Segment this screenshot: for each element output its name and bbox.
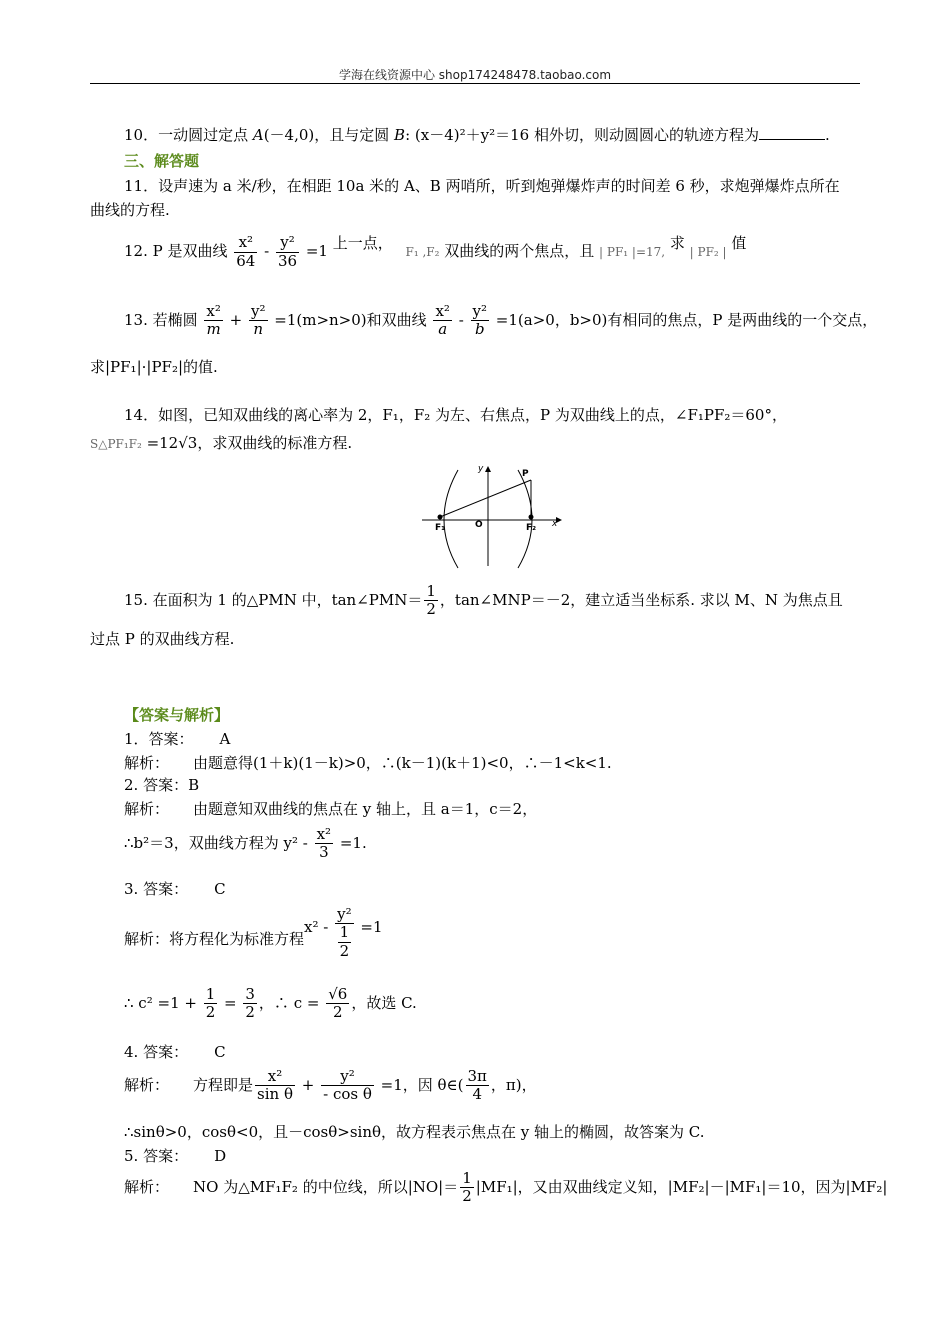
explanation-3b: ∴ c² =1 + $\frac{1}{2}$ = $\frac{3}{2}$ ，∴ c = $\frac{√6}{2}$ ，故选 C. bbox=[124, 985, 417, 1022]
y-axis-arrow bbox=[485, 466, 491, 472]
question-14-line2 bbox=[90, 432, 352, 453]
q14-area-label: S△PF₁F₂ bbox=[90, 437, 142, 451]
question-14-line1: 14．如图，已知双曲线的离心率为 2，F₁，F₂ 为左、右焦点，P 为双曲线上的点，∠F₁PF₂＝60°， bbox=[124, 406, 787, 424]
q13-frac-4: $\frac{\text{y²}}{b}$ bbox=[472, 302, 488, 339]
p-label: P bbox=[522, 469, 529, 479]
question-12 bbox=[124, 232, 746, 270]
question-10 bbox=[124, 124, 830, 145]
q15-prefix: 15. 在面积为 1 的△PMN 中，tan∠PMN＝ bbox=[124, 590, 423, 609]
q13-minus: - bbox=[453, 310, 469, 329]
q13-frac-1: $\frac{\text{x²}}{m}$ bbox=[206, 302, 221, 339]
q15-frac: $\frac{1}{2}$ bbox=[426, 582, 436, 619]
explanation-4: 解析： 方程即是 $\frac{\text{x²}}{\text{sin θ}}$ + $\frac{\text{y²}}{\text{- cos θ}}$ =1，因 θ∈( $\frac{3\pi}{4}$ ，π)， bbox=[124, 1067, 537, 1104]
hyperbola-left-branch bbox=[444, 470, 458, 568]
q13-frac-3: $\frac{\text{x²}}{a}$ bbox=[435, 302, 450, 339]
o-label: O bbox=[475, 520, 483, 530]
q10-end: . bbox=[824, 126, 830, 144]
question-13 bbox=[124, 303, 877, 339]
explanation-5: 解析： NO 为△MF₁F₂ 的中位线，所以|NO|＝ $\frac{1}{2}$ |MF₁|，又由双曲线定义知，|MF₂|－|MF₁|＝10，因为|MF₂| bbox=[124, 1169, 888, 1206]
f2-label: F₂ bbox=[526, 523, 537, 533]
q12-prefix: 12. P 是双曲线 bbox=[124, 242, 228, 260]
f1-label: F₁ bbox=[435, 523, 446, 533]
question-15 bbox=[124, 583, 843, 619]
explanation-2: 解析： 由题意知双曲线的焦点在 y 轴上，且 a＝1，c＝2， bbox=[124, 800, 538, 818]
question-11-line2: 曲线的方程. bbox=[90, 201, 170, 219]
q13-frac-2: $\frac{\text{y²}}{n}$ bbox=[251, 302, 266, 339]
explanation-2b: ∴b²＝3，双曲线方程为 y² - $\frac{\text{x²}}{3}$ =1. bbox=[124, 825, 367, 862]
answers-title: 【答案与解析】 bbox=[124, 706, 230, 724]
q12-tail: 值 bbox=[731, 234, 747, 252]
question-11-line1: 11．设声速为 a 米/秒，在相距 10a 米的 A、B 两哨所，听到炮弹爆炸声的时间差 6 秒，求炮弹爆炸点所在 bbox=[124, 177, 840, 195]
q13-cond2: =1(a>0，b>0)有相同的焦点，P 是两曲线的一个交点， bbox=[491, 310, 878, 329]
q12-desc: 双曲线的两个焦点，且 bbox=[444, 242, 595, 260]
q15-rest: ，tan∠MNP＝－2，建立适当坐标系. 求以 M、N 为焦点且 bbox=[439, 590, 843, 609]
answer-4: 4. 答案： C bbox=[124, 1043, 226, 1061]
answer-5: 5. 答案： D bbox=[124, 1147, 227, 1165]
y-label: y bbox=[478, 464, 484, 474]
explanation-4b: ∴sinθ>0，cosθ<0，且－cosθ>sinθ，故方程表示焦点在 y 轴上的椭圆，故答案为 C. bbox=[124, 1123, 705, 1141]
q10-text-a: 10．一动圆过定点 bbox=[124, 126, 253, 144]
x-label: x bbox=[552, 519, 558, 529]
q13-prefix: 13. 若椭圆 bbox=[124, 310, 198, 329]
q10-point-a: A bbox=[252, 126, 264, 144]
q12-ask: 求 bbox=[669, 234, 685, 252]
question-15-line2: 过点 P 的双曲线方程. bbox=[90, 630, 235, 648]
answer-2: 2. 答案：B bbox=[124, 776, 200, 794]
focus-f2-point bbox=[529, 515, 534, 520]
q12-eq: =1 bbox=[301, 242, 328, 260]
explanation-1: 解析： 由题意得(1＋k)(1－k)>0，∴(k－1)(k＋1)<0，∴－1<k<1. bbox=[124, 754, 612, 772]
q12-pf2: | PF₂ | bbox=[689, 245, 727, 259]
q10-coords: (－4,0)，且与定圆 bbox=[263, 126, 395, 144]
q10-equation: : (x－4)²＋y²＝16 相外切，则动圆圆心的轨迹方程为 bbox=[405, 126, 759, 144]
section-title: 三、解答题 bbox=[124, 152, 200, 170]
header-rule bbox=[90, 83, 860, 84]
q12-frac-x: $\frac{\text{x²}}{64}$ bbox=[236, 233, 256, 270]
hyperbola-figure bbox=[418, 462, 568, 572]
answer-3: 3. 答案： C bbox=[124, 880, 226, 898]
segment-f1-p bbox=[440, 480, 531, 517]
q10-answer-blank bbox=[759, 127, 825, 140]
q12-frac-y: $\frac{\text{y²}}{36}$ bbox=[277, 233, 298, 270]
q12-mid: 上一点， bbox=[332, 234, 393, 252]
q10-circle-b: B bbox=[394, 126, 406, 144]
q13-plus: + bbox=[224, 310, 247, 329]
q14-area-val: =12√3，求双曲线的标准方程. bbox=[141, 434, 353, 452]
q12-minus: - bbox=[259, 242, 274, 260]
page-header: 学海在线资源中心 shop174248478.taobao.com bbox=[338, 68, 612, 82]
question-13-line2: 求|PF₁|·|PF₂|的值. bbox=[90, 358, 218, 376]
q12-foci: F₁ ,F₂ bbox=[405, 245, 440, 259]
answer-1: 1．答案： A bbox=[124, 730, 231, 748]
focus-f1-point bbox=[438, 515, 443, 520]
q13-cond1: =1(m>n>0)和双曲线 bbox=[269, 310, 427, 329]
q12-pf1: | PF₁ |=17, bbox=[599, 245, 666, 259]
explanation-3: 解析：将方程化为标准方程x² - $\frac{\text{y²}}{\frac{1}{2}}$ =1 bbox=[124, 905, 383, 960]
